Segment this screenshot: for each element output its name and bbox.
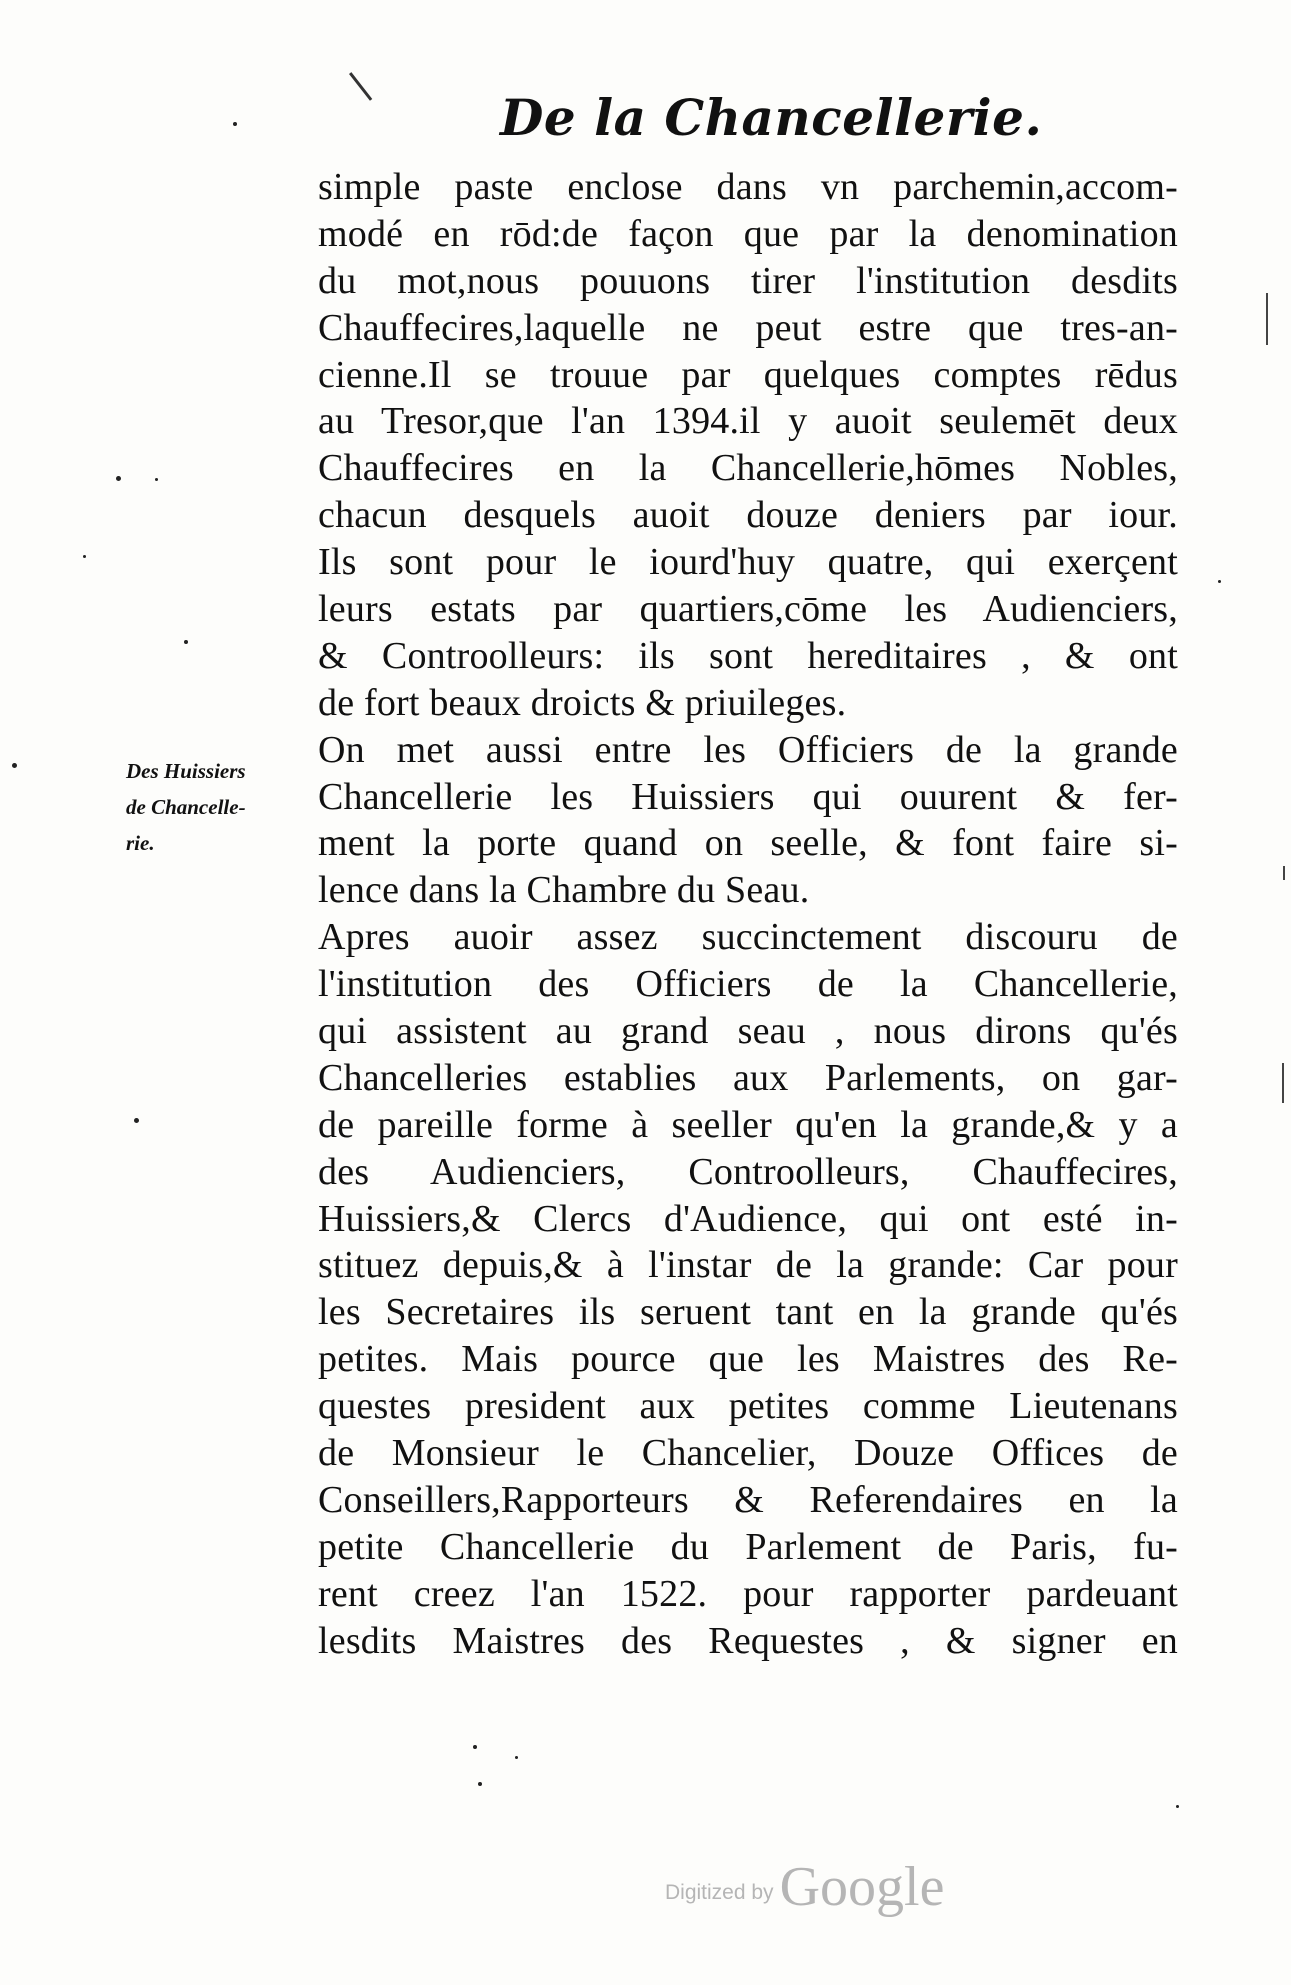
text-line: cienne.Il se trouue par quelques comptes rēdus [318, 353, 1178, 396]
text-line: questes president aux petites comme Lieutenans [318, 1385, 1178, 1428]
text-line: modé en rōd:de façon que par la denomination [318, 212, 1178, 255]
text-line: Apres auoir assez succinctement discouru de [318, 916, 1178, 959]
text-line: Chauffecires en la Chancellerie,hōmes Nobles, [318, 447, 1178, 490]
text-line: qui assistent au grand seau , nous dirons qu'és [318, 1010, 1178, 1053]
text-line: rent creez l'an 1522. pour rapporter pardeuant [318, 1572, 1178, 1615]
scan-speck [478, 1782, 482, 1786]
running-header-title: De la Chancellerie. [500, 88, 1043, 147]
text-line: Chancelleries establies aux Parlements, on gar- [318, 1056, 1178, 1099]
text-line: au Tresor,que l'an 1394.il y auoit seulemēt deux [318, 400, 1178, 443]
text-line: On met aussi entre les Officiers de la grande [318, 728, 1178, 771]
scan-speck [155, 478, 158, 481]
text-line: les Secretaires ils seruent tant en la grande qu'és [318, 1291, 1178, 1334]
text-line: leurs estats par quartiers,cōme les Audienciers, [318, 588, 1178, 631]
scan-speck [1218, 580, 1221, 583]
margin-note [126, 753, 326, 861]
margin-note-line: de Chancelle- [126, 795, 246, 819]
scan-speck [116, 476, 121, 481]
text-line: des Audienciers, Controolleurs, Chauffecires, [318, 1150, 1178, 1193]
text-line: petites. Mais pource que les Maistres des Re- [318, 1338, 1178, 1381]
scan-edge-line [1283, 866, 1285, 880]
scan-edge-line [1266, 293, 1268, 345]
text-line: de pareille forme à seeller qu'en la grande,& y a [318, 1103, 1178, 1146]
text-line: Huissiers,& Clercs d'Audience, qui ont esté in- [318, 1197, 1178, 1240]
scan-speck [473, 1745, 477, 1749]
text-line: chacun desquels auoit douze deniers par iour. [318, 494, 1178, 537]
google-logo-text: Google [779, 1856, 945, 1918]
text-line: petite Chancellerie du Parlement de Paris, fu- [318, 1525, 1178, 1568]
scan-speck [515, 1756, 518, 1759]
text-line: Ils sont pour le iourd'huy quatre, qui exerçent [318, 541, 1178, 584]
text-line: lence dans la Chambre du Seau. [318, 869, 810, 912]
scan-speck [1176, 1805, 1179, 1808]
digitized-watermark [665, 1855, 944, 1919]
text-line: simple paste enclose dans vn parchemin,accom- [318, 166, 1178, 208]
margin-note-line: rie. [126, 831, 155, 855]
scan-speck [184, 640, 188, 644]
scan-speck [233, 122, 237, 126]
scan-speck [134, 1118, 139, 1123]
text-line: de Monsieur le Chancelier, Douze Offices de [318, 1432, 1178, 1475]
text-line: lesdits Maistres des Requestes , & signer en [318, 1619, 1178, 1662]
text-line: Chauffecires,laquelle ne peut estre que tres-an- [318, 306, 1178, 349]
text-line: Chancellerie les Huissiers qui ouurent & fer- [318, 775, 1178, 818]
text-line: stituez depuis,& à l'instar de la grande: Car pour [318, 1244, 1178, 1287]
text-line: Conseillers,Rapporteurs & Referendaires en la [318, 1478, 1178, 1521]
margin-note-line: Des Huissiers [126, 759, 246, 783]
body-text [318, 164, 1178, 1665]
text-line: & Controolleurs: ils sont hereditaires , & ont [318, 634, 1178, 677]
scan-speck [12, 763, 17, 768]
text-line: du mot,nous pouuons tirer l'institution desdits [318, 259, 1178, 302]
text-line: de fort beaux droicts & priuileges. [318, 681, 847, 724]
scan-speck [83, 555, 86, 558]
scan-edge-line [1282, 1063, 1284, 1103]
text-line: ment la porte quand on seelle, & font faire si- [318, 822, 1178, 865]
text-line: l'institution des Officiers de la Chancellerie, [318, 963, 1178, 1006]
scan-stroke-mark [349, 72, 372, 101]
watermark-prefix: Digitized by [665, 1881, 774, 1904]
